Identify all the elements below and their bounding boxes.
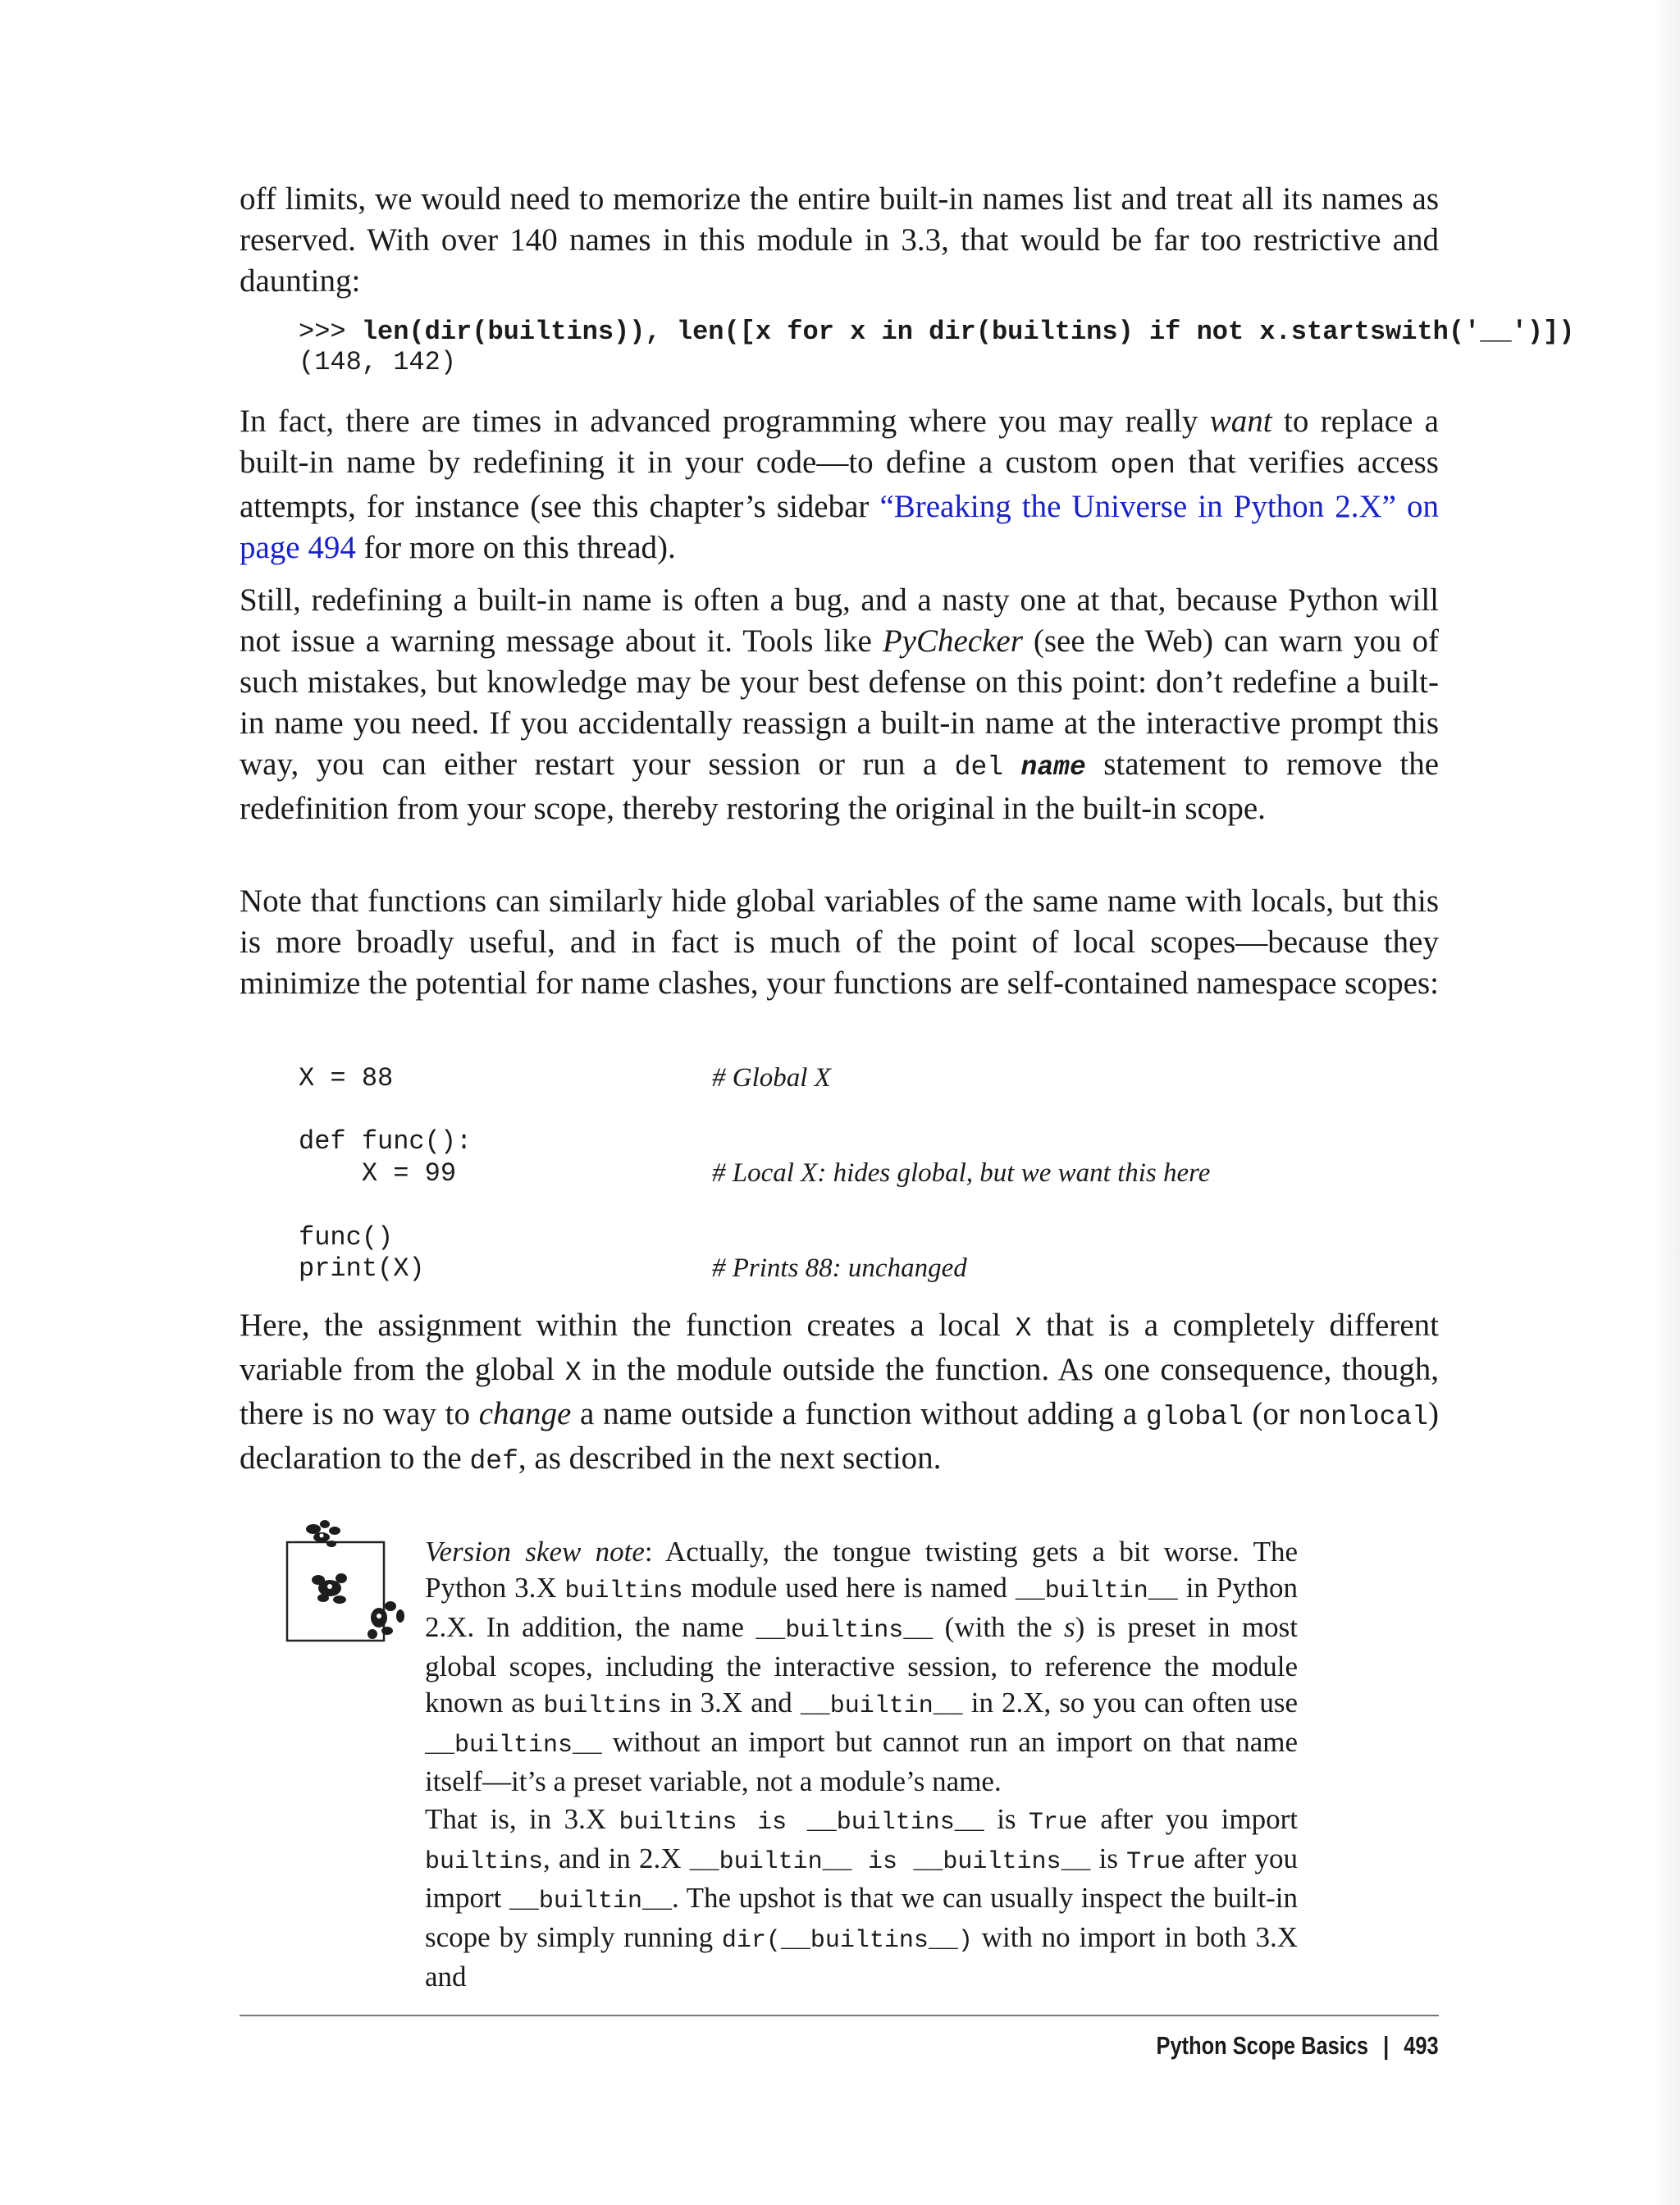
inline-code: True <box>1028 1809 1088 1837</box>
code-line <box>299 1095 1447 1125</box>
footer-separator: | <box>1383 2031 1390 2060</box>
note-builtins-identity <box>425 1801 1298 1995</box>
paragraph-hide-globals <box>240 881 1439 1004</box>
text-run: in the module outside the function. As one consequence, though, there is no way to <box>240 1352 1439 1431</box>
footer-section-title: Python Scope Basics <box>1156 2031 1369 2060</box>
text-run: statement to remove the redefinition from your scope, thereby restoring the original in the built-in scope. <box>240 746 1440 826</box>
cross-reference-link[interactable]: “Breaking the Universe in Python 2.X” on page 494 <box>240 489 1439 565</box>
inline-code: builtins is __builtins__ <box>619 1809 984 1837</box>
text-run: (see the Web) can warn you of such mistakes, but knowledge may be your best defense on this point: don’t redefine a built-in name you need. If you accidentally reassign a built-in name at the interactive prompt this way, you can either restart your session or run a <box>240 623 1439 782</box>
text-run: for more on this thread). <box>355 530 676 565</box>
text-run: ) declaration to the <box>240 1396 1439 1476</box>
inline-code: True <box>1126 1848 1186 1876</box>
paragraph-replace-builtin <box>240 401 1439 568</box>
code-line <box>299 1126 1447 1157</box>
code-command: len(dir(builtins)), len([x for x in dir(builtins) if not x.startswith('__')]) <box>361 317 1575 347</box>
paragraph-redefining-bug <box>240 580 1439 829</box>
text-run: to replace a built-in name by redefining it in your code—to define a custom <box>240 404 1439 480</box>
code-line <box>299 1190 1447 1221</box>
note-version-skew <box>425 1534 1298 1800</box>
text-run: in 2.X, so you can often use <box>962 1687 1298 1719</box>
scorpion-note-icon <box>282 1511 413 1650</box>
inline-code: builtins <box>564 1577 683 1605</box>
italic-text: PyChecker <box>882 623 1023 659</box>
text-run: that is a completely different variable from the global <box>240 1308 1440 1387</box>
italic-text: s <box>1064 1611 1075 1643</box>
code-text: print(X) <box>299 1253 425 1285</box>
text-run: module used here is named <box>682 1572 1016 1604</box>
page-footer <box>1157 2029 1439 2062</box>
text-run: in Python 2.X. In addition, the name <box>425 1572 1298 1643</box>
code-line <box>299 1222 1447 1253</box>
text-run: is <box>1090 1842 1127 1874</box>
footer-rule <box>240 2015 1439 2016</box>
inline-code: __builtin__ is __builtins__ <box>689 1848 1091 1876</box>
inline-code: builtins <box>543 1692 662 1720</box>
page-edge-shade <box>1652 0 1680 2205</box>
text-run: Still, redefining a built-in name is often a bug, and a nasty one at that, because Python will not issue a warning message about it. Tools like <box>240 582 1439 659</box>
inline-code: X <box>1015 1313 1032 1344</box>
text-run: without an import but cannot run an import on that name itself—it’s a preset variable, not a module’s name. <box>425 1726 1298 1797</box>
inline-code: nonlocal <box>1298 1402 1428 1432</box>
paragraph-local-assignment <box>240 1305 1439 1482</box>
inline-code-placeholder: name <box>1020 752 1086 783</box>
inline-code: __builtin__ <box>509 1888 672 1915</box>
inline-code: global <box>1145 1402 1244 1432</box>
text-run: that verifies access attempts, for instance (see this chapter’s sidebar <box>240 445 1439 524</box>
inline-code: __builtin__ <box>1015 1577 1178 1605</box>
code-output: (148, 142) <box>299 347 457 377</box>
text-run: (or <box>1243 1396 1299 1431</box>
inline-code: open <box>1110 450 1176 481</box>
text-run: That is, in 3.X <box>425 1803 619 1835</box>
code-comment: # Local X: hides global, but we want this here <box>712 1158 1211 1189</box>
text-run: after you import <box>425 1842 1298 1914</box>
code-line <box>299 1253 1447 1284</box>
page-number: 493 <box>1404 2031 1439 2060</box>
italic-text: Version skew note <box>425 1536 645 1568</box>
code-text: func() <box>299 1221 394 1253</box>
code-text: def func(): <box>299 1126 472 1157</box>
text-run: Note that functions can similarly hide global variables of the same name with locals, but this is more broadly useful, and in fact is much of the point of local scopes—because they minimize the potential for name clashes, your functions are self-contained namespace scopes: <box>240 883 1439 1001</box>
italic-text: want <box>1209 404 1272 439</box>
code-comment: # Prints 88: unchanged <box>712 1253 967 1284</box>
inline-code: del <box>954 752 1004 783</box>
text-run: a name outside a function without adding a <box>571 1396 1146 1431</box>
code-line <box>299 1063 1447 1093</box>
text-run: with no import in both 3.X and <box>425 1921 1298 1993</box>
inline-code: __builtins__ <box>756 1617 934 1645</box>
text-run: : Actually, the tongue twisting gets a bit worse. The Python 3.X <box>425 1536 1298 1604</box>
text-run: off limits, we would need to memorize the entire built-in names list and treat all its names as reserved. With over 140 names in this module in 3.3, that would be far too restrictive and daunting: <box>240 181 1439 299</box>
text-run: . The upshot is that we can usually inspect the built-in scope by simply running <box>425 1882 1298 1953</box>
code-text: X = 88 <box>299 1063 394 1093</box>
code-comment: # Global X <box>712 1063 831 1093</box>
code-block-builtins-count <box>299 317 1575 377</box>
inline-code: dir(__builtins__) <box>721 1927 973 1955</box>
text-run: is <box>984 1803 1029 1835</box>
text-run <box>1003 746 1020 782</box>
text-run: , as described in the next section. <box>518 1440 942 1476</box>
text-run: ) is preset in most global scopes, including the interactive session, to reference the module known as <box>425 1611 1298 1719</box>
text-run: in 3.X and <box>661 1687 801 1719</box>
inline-code: def <box>469 1446 518 1477</box>
text-run: (with the <box>933 1611 1065 1643</box>
inline-code: X <box>564 1358 582 1388</box>
code-text: X = 99 <box>299 1158 457 1189</box>
inline-code: __builtins__ <box>425 1732 603 1760</box>
code-line <box>299 1158 1447 1189</box>
inline-code: builtins <box>425 1848 544 1876</box>
code-prompt: >>> <box>299 317 362 347</box>
text-run: In fact, there are times in advanced programming where you may really <box>240 404 1210 439</box>
text-run: , and in 2.X <box>543 1842 690 1874</box>
italic-text: change <box>478 1396 572 1431</box>
paragraph-reserved-names <box>240 179 1439 302</box>
inline-code: __builtin__ <box>800 1692 963 1720</box>
text-run: after you import <box>1087 1803 1298 1835</box>
text-run: Here, the assignment within the function creates a local <box>240 1308 1016 1343</box>
